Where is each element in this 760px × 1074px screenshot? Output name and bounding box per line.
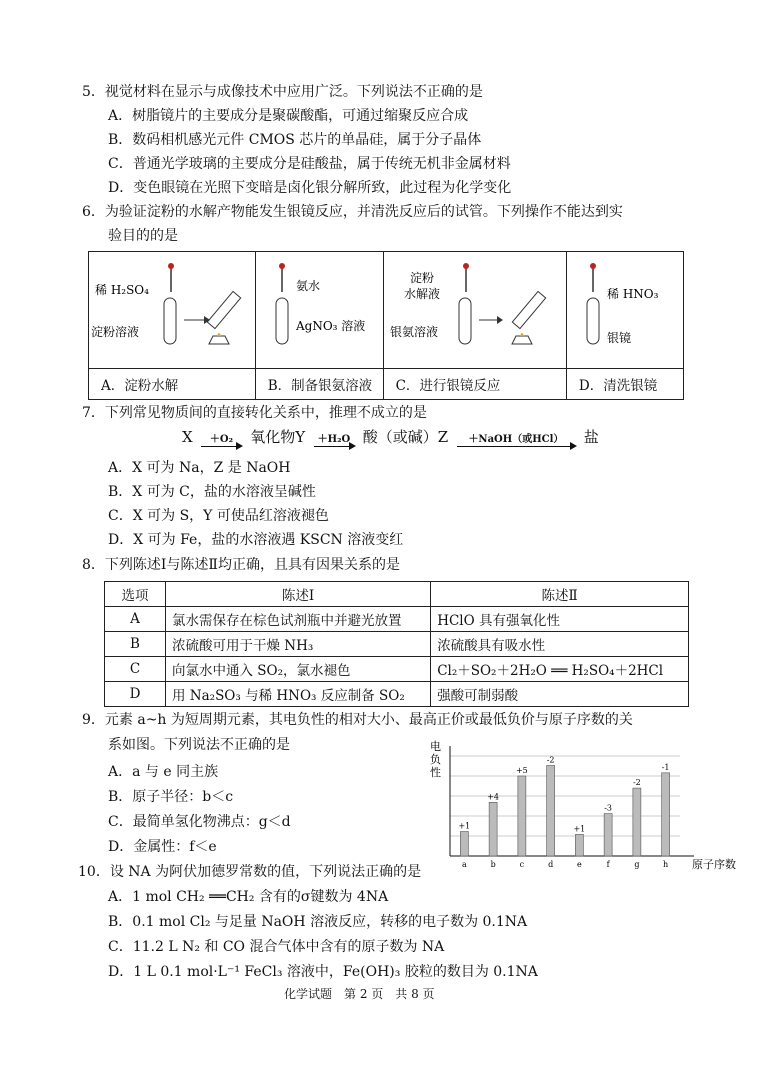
table-row xyxy=(105,607,689,632)
caption-d: D．清洗银镜 xyxy=(566,369,683,400)
y-axis-label: 电 xyxy=(430,740,441,753)
starch-hydrolysis-figure xyxy=(89,252,249,364)
row-a-s1: 氯水需保存在棕色试剂瓶中并避光放置 xyxy=(166,607,431,632)
label-starch-solution: 淀粉溶液 xyxy=(91,325,140,339)
label-silver-ammonia: 银氨溶液 xyxy=(389,325,438,339)
q6-stem: 6．为验证淀粉的水解产物能发生银镜反应，并清洗反应后的试管。下列操作不能达到实 xyxy=(82,204,623,220)
arrow-o2: ＋O₂ xyxy=(201,435,241,447)
y-axis-label: 性 xyxy=(430,766,441,779)
header-statement-1: 陈述Ⅰ xyxy=(166,582,431,607)
bar-g xyxy=(633,788,641,856)
q8-table xyxy=(104,581,689,707)
row-d-s2: 强酸可制弱酸 xyxy=(431,682,689,707)
label-silver-mirror: 银镜 xyxy=(606,331,631,345)
x-tick-label: c xyxy=(519,860,525,869)
bar-value-label: +1 xyxy=(573,824,586,834)
q10-option-c: C．11.2 L N₂ 和 CO 混合气体中含有的原子数为 NA xyxy=(108,939,445,955)
row-d-s1: 用 Na₂SO₃ 与稀 HNO₃ 反应制备 SO₂ xyxy=(166,682,431,707)
label-dilute-h2so4: 稀 H₂SO₄ xyxy=(95,283,149,297)
label-ammonia: 氨水 xyxy=(295,279,320,293)
x-tick-label: g xyxy=(634,860,640,869)
bar-value-label: -2 xyxy=(546,755,555,765)
chain-y: 氧化物Y xyxy=(250,428,306,446)
row-c-s2: Cl₂＋SO₂＋2H₂O ══ H₂SO₄＋2HCl xyxy=(431,657,689,682)
label-agno3: AgNO₃ 溶液 xyxy=(295,319,366,333)
panel-c xyxy=(383,252,566,369)
q8-stem: 8．下列陈述Ⅰ与陈述Ⅱ均正确，且具有因果关系的是 xyxy=(82,557,400,573)
bar-value-label: -1 xyxy=(661,762,670,772)
arrow-naoh-hcl: ＋NaOH（或HCl） xyxy=(457,435,575,447)
q7-stem: 7．下列常见物质间的直接转化关系中，推理不成立的是 xyxy=(82,405,427,421)
row-a-s2: HClO 具有强氧化性 xyxy=(431,607,689,632)
q10-option-d: D．1 L 0.1 mol·L⁻¹ FeCl₃ 溶液中，Fe(OH)₃ 胶粒的数目为 0.1NA xyxy=(108,964,538,980)
x-tick-label: d xyxy=(548,860,554,869)
bar-value-label: +5 xyxy=(515,766,528,775)
x-tick-label: a xyxy=(461,860,467,869)
table-row xyxy=(105,657,689,682)
electronegativity-chart xyxy=(420,738,736,878)
label-dilute-hno3: 稀 HNO₃ xyxy=(606,287,659,301)
q10-stem: 10．设 NA 为阿伏加德罗常数的值，下列说法正确的是 xyxy=(78,864,422,880)
panel-b xyxy=(255,252,383,369)
q7-option-a: A．X 可为 Na，Z 是 NaOH xyxy=(108,460,291,476)
silver-ammonia-prep-figure xyxy=(256,252,376,364)
bar-b xyxy=(489,802,497,856)
row-b-s1: 浓硫酸可用于干燥 NH₃ xyxy=(166,632,431,657)
q7-option-b: B．X 可为 C，盐的水溶液呈碱性 xyxy=(108,484,316,500)
q9-option-b: B．原子半径：b＜c xyxy=(108,789,234,805)
panel-a xyxy=(89,252,256,369)
q7-option-d: D．X 可为 Fe，盐的水溶液遇 KSCN 溶液变红 xyxy=(108,532,404,548)
q9-stem-cont: 系如图。下列说法不正确的是 xyxy=(108,737,290,753)
clean-silver-figure xyxy=(567,252,679,364)
q10-option-a: A．1 mol CH₂ ══CH₂ 含有的σ键数为 4NA xyxy=(108,889,389,905)
row-b-option: B xyxy=(105,632,166,657)
row-d-option: D xyxy=(105,682,166,707)
chain-x: X xyxy=(182,428,193,446)
header-option: 选项 xyxy=(105,582,166,607)
caption-b: B．制备银氨溶液 xyxy=(255,369,383,400)
q5-option-a: A．树脂镜片的主要成分是聚碳酸酯，可通过缩聚反应合成 xyxy=(108,108,469,124)
row-a-option: A xyxy=(105,607,166,632)
q5-option-b: B．数码相机感光元件 CMOS 芯片的单晶硅，属于分子晶体 xyxy=(108,132,482,148)
q6-experiment-table xyxy=(88,251,684,400)
table-row xyxy=(105,632,689,657)
q9-option-a: A．a 与 e 同主族 xyxy=(108,764,219,780)
bar-value-label: -3 xyxy=(604,803,613,813)
q5-stem: 5．视觉材料在显示与成像技术中应用广泛。下列说法不正确的是 xyxy=(82,84,483,100)
bar-f xyxy=(604,814,612,856)
table-row xyxy=(105,682,689,707)
label-starch: 淀粉 xyxy=(409,271,434,285)
q9-stem: 9．元素 a~h 为短周期元素，其电负性的相对大小、最高正价或最低负价与原子序数的关 xyxy=(82,712,633,728)
q6-stem-cont: 验目的的是 xyxy=(108,228,178,244)
q5-option-c: C．普通光学玻璃的主要成分是硅酸盐，属于传统无机非金属材料 xyxy=(108,156,511,172)
label-hydrolysate: 水解液 xyxy=(403,287,440,301)
row-b-s2: 浓硫酸具有吸水性 xyxy=(431,632,689,657)
x-tick-label: e xyxy=(577,860,582,869)
bar-h xyxy=(662,773,670,856)
x-tick-label: b xyxy=(490,860,496,869)
x-tick-label: h xyxy=(663,860,669,869)
page-footer: 化学试题 第 2 页 共 8 页 xyxy=(284,987,435,1001)
y-axis-label: 负 xyxy=(430,753,441,766)
bar-a xyxy=(460,832,468,856)
q9-option-d: D．金属性：f＜e xyxy=(108,839,217,855)
q7-chain xyxy=(182,427,599,447)
q7-option-c: C．X 可为 S，Y 可使品红溶液褪色 xyxy=(108,508,329,524)
panel-d xyxy=(566,252,683,369)
q5-option-d: D．变色眼镜在光照下变暗是卤化银分解所致，此过程为化学变化 xyxy=(108,180,512,196)
q9-option-c: C．最简单氢化物沸点：g＜d xyxy=(108,814,291,830)
chain-z: 酸（或碱）Z xyxy=(362,428,449,446)
x-axis-label: 原子序数 xyxy=(692,858,736,871)
row-c-s1: 向氯水中通入 SO₂，氯水褪色 xyxy=(166,657,431,682)
bar-e xyxy=(575,834,583,856)
caption-a: A．淀粉水解 xyxy=(89,369,256,400)
bar-value-label: -2 xyxy=(632,778,641,788)
silver-mirror-figure xyxy=(384,252,560,364)
bar-value-label: +1 xyxy=(458,821,471,831)
chain-salt: 盐 xyxy=(583,428,599,446)
header-statement-2: 陈述Ⅱ xyxy=(431,582,689,607)
bar-c xyxy=(518,776,526,856)
arrow-h2o: ＋H₂O xyxy=(314,435,354,447)
q10-option-b: B．0.1 mol Cl₂ 与足量 NaOH 溶液反应，转移的电子数为 0.1NA xyxy=(108,914,528,930)
bar-value-label: +4 xyxy=(487,792,500,802)
x-tick-label: f xyxy=(606,860,610,869)
caption-c: C．进行银镜反应 xyxy=(383,369,566,400)
row-c-option: C xyxy=(105,657,166,682)
bar-d xyxy=(547,765,555,856)
